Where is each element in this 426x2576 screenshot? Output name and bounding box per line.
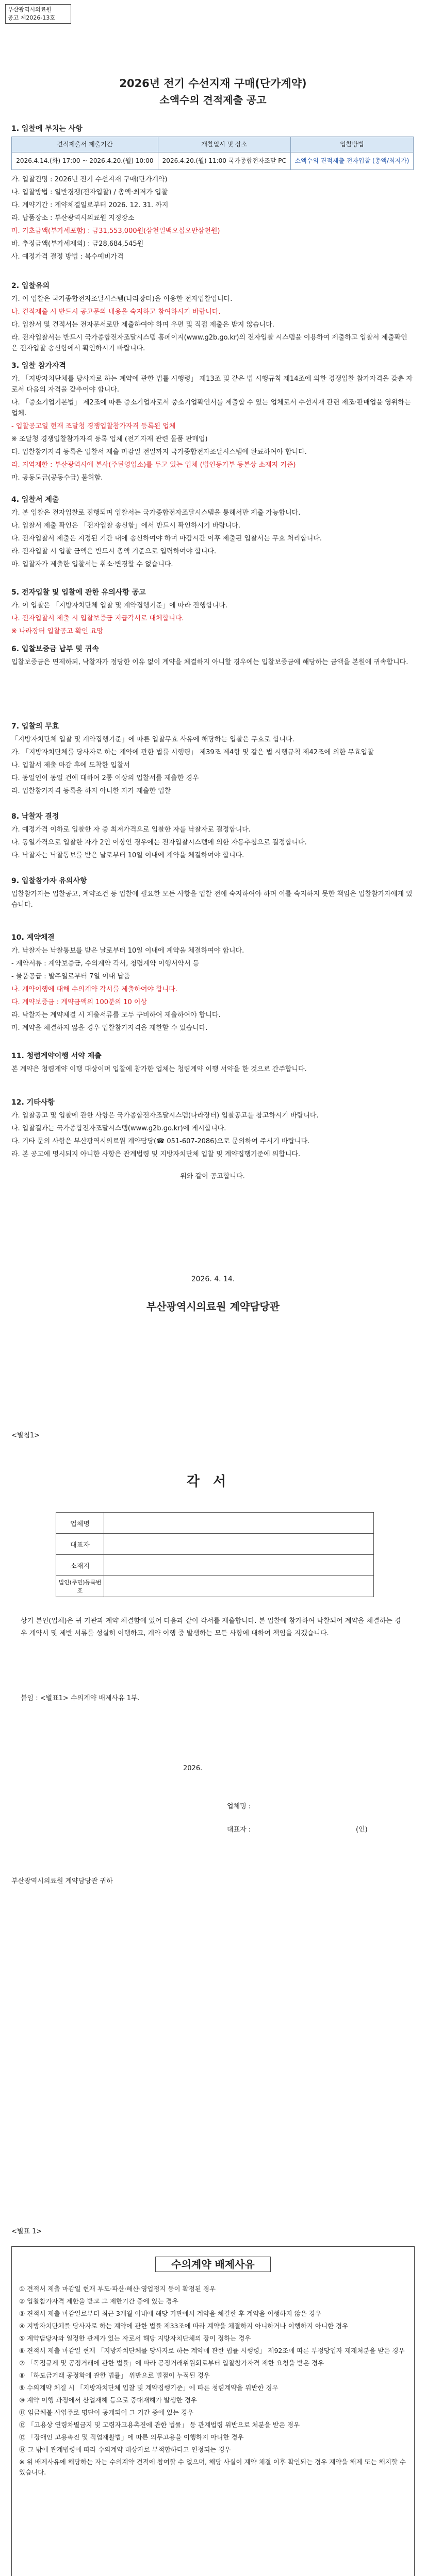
list-item: ⑨ 수의계약 체결 시 「지방자치단체 입찰 및 계약집행기준」에 따른 청렴계약을 위반한 경우 — [19, 2384, 278, 2392]
title-main: 2026년 전기 수선지재 구매(단가계약) — [119, 77, 307, 90]
notice-stamp: 부산광역시의료원 공고 제2026-13호 — [5, 4, 71, 24]
form-label: <별첨1> — [11, 1432, 40, 1439]
representative-field[interactable] — [104, 1534, 374, 1555]
section-4: 4. 입찰서 제출 가. 본 입찰은 전자입찰로 진행되며 입찰서는 국가종합전자조달시스템을 통해서만 제출 가능합니다. 나. 입찰서 제출 확인은 「전자입찰 송신함」에서 반드시 확인하시기 바랍니다. 다. 전자입찰서 제출은 지정된 기간 내에 송신하여야 하며 마감시간 이후 제출된 입찰서는 무효 처리합니다. 라. 전자입찰 시 입찰 금액은 반드시 총액 기준으로 입력하여야 합니다. 마. 입찰자가 제출한 입찰서는 취소·변경할 수 없습니다. — [11, 496, 322, 568]
section-12: 12. 기타사항 가. 입찰공고 및 입찰에 관한 사항은 국가종합전자조달시스템(나라장터) 입찰공고를 참고하시기 바랍니다. 나. 입찰결과는 국가종합전자조달시스템(www.g2b.go.kr)에 게시합니다. 다. 기타 문의 사항은 부산광역시의료원 계약담당(☎ 051-607-2086)으로 문의하여 주시기 바랍니다. 라. 본 공고에 명시되지 아니한 사항은 관계법령 및 지방자치단체 입찰 및 계약집행기준에 의합니다. 위와 같이 공고합니다. — [11, 1097, 414, 1184]
representative-label: 대표자 : — [227, 1826, 251, 1834]
list-item: ⑦ 「독점규제 및 공정거래에 관한 법률」에 따라 공정거래위원회로부터 입찰참가자격 제한 요청을 받은 경우 — [19, 2359, 324, 2367]
pledge-body: 상기 본인(업체)은 귀 기관과 계약 체결함에 있어 다음과 같이 각서를 제출합니다. 본 입찰에 참가하여 낙찰되어 계약을 체결하는 경우 계약서 및 제반 서류를 성실히 이행하고, 계약 이행 중 발생하는 모든 사항에 대하여 책임을 지겠습니다. — [21, 1617, 401, 1637]
section-8: 8. 낙찰자 결정 가. 예정가격 이하로 입찰한 자 중 최저가격으로 입찰한 자를 낙찰자로 결정합니다. 나. 동일가격으로 입찰한 자가 2인 이상인 경우에는 전자입찰시스템에 의한 자동추첨으로 결정합니다. 다. 낙찰자는 낙찰통보를 받은 날로부터 10일 이내에 계약을 체결하여야 합니다. — [11, 812, 307, 859]
list-item: ③ 견적서 제출 마감일로부터 최근 3개월 이내에 해당 기관에서 계약을 체결한 후 계약을 이행하지 않은 경우 — [19, 2310, 321, 2317]
list-item: ② 입찰참가자격 제한을 받고 그 제한기간 중에 있는 경우 — [19, 2297, 178, 2305]
list-item: ⑧ 「하도급거래 공정화에 관한 법률」 위반으로 벌점이 누적된 경우 — [19, 2371, 210, 2379]
list-item: ⑤ 계약담당자와 일정한 관계가 있는 자로서 해당 지방자치단체의 장이 정하는 경우 — [19, 2334, 251, 2342]
issuer-name: 부산광역시의료원 계약담당관 — [146, 1300, 280, 1313]
page-title — [0, 75, 426, 108]
pledge-date: 2026. — [183, 1765, 203, 1772]
title-sub: 소액수의 견적제출 공고 — [159, 94, 267, 106]
attachment-note: 붙임 : <별표1> 수의계약 배제사유 1부. — [21, 1694, 140, 1702]
section-3: 3. 입찰 참가자격 가. 「지방자치단체를 당사자로 하는 계약에 관한 법률 시행령」 제13조 및 같은 법 시행규칙 제14조에 의한 경쟁입찰 참가자격을 갖춘 자로서 다음의 자격을 갖추어야 합니다. 나. 「중소기업기본법」 제2조에 따른 중소기업자로서 중소기업확인서를 제출할 수 있는 업체로서 수선지재 관련 제조·판매업을 영위하는 업체. - 입찰공고일 현재 조달청 경쟁입찰참가자격 등록된 업체 ※ 조달청 경쟁입찰참가자격 등록 업체 (전기자재 관련 물품 판매업) 다. 입찰참가자격 등록은 입찰서 제출 마감일 전일까지 국가종합전자조달시스템에 완료하여야 합니다. 라. 지역제한 : 부산광역시에 본사(주된영업소)를 두고 있는 업체 (법인등기부 등본상 소재지 기준) 마. 공동도급(공동수급) 불허함. — [11, 362, 413, 482]
company-info-table: 업체명 대표자 소재지 법인(주민)등록번호 — [56, 1512, 374, 1597]
notice-date: 2026. 4. 14. — [191, 1275, 235, 1283]
address-field[interactable] — [104, 1555, 374, 1576]
section-6: 6. 입찰보증금 납부 및 귀속 입찰보증금은 면제하되, 낙찰자가 정당한 이유 없이 계약을 체결하지 아니할 경우에는 입찰보증금에 해당하는 금액을 본원에 귀속합니다. — [11, 645, 408, 666]
list-item: ⑥ 견적서 제출 마감일 현재 「지방자치단체를 당사자로 하는 계약에 관한 법률 시행령」 제92조에 따른 부정당업자 제재처분을 받은 경우 — [19, 2347, 405, 2354]
seal-mark: (인) — [356, 1826, 368, 1834]
list-item: ① 견적서 제출 마감일 현재 부도·파산·해산·영업정지 등이 확정된 경우 — [19, 2285, 216, 2293]
closing-text: 위와 같이 공고합니다. — [180, 1173, 245, 1180]
exclusion-page — [0, 2215, 426, 2576]
registration-number-field[interactable] — [104, 1576, 374, 1597]
company-name-field[interactable] — [104, 1513, 374, 1534]
section-9: 9. 입찰참가자 유의사항 입찰참가자는 입찰공고, 계약조건 등 입찰에 필요한 모든 사항을 입찰 전에 숙지하여야 하며 이를 숙지하지 못한 책임은 입찰참가자에게 있습니다. — [11, 877, 413, 909]
section-11: 11. 청렴계약이행 서약 제출 본 계약은 청렴계약 이행 대상이며 입찰에 참가한 업체는 청렴계약 이행 서약을 한 것으로 간주합니다. — [11, 1052, 307, 1073]
list-item: ⑬ 「장애인 고용촉진 및 직업재활법」에 따른 의무고용을 이행하지 아니한 경우 — [19, 2433, 244, 2441]
list-item: ④ 지방자치단체를 당사자로 하는 계약에 관한 법률 제33조에 따라 계약을 체결하지 아니하거나 이행하지 아니한 경우 — [19, 2322, 349, 2330]
section-2: 2. 입찰유의 가. 이 입찰은 국가종합전자조달시스템(나라장터)을 이용한 전자입찰입니다. 나. 견적제출 시 반드시 공고문의 내용을 숙지하고 참여하시기 바랍니다. 다. 입찰서 및 견적서는 전자문서로만 제출하여야 하며 우편 및 직접 제출은 받지 않습니다. 라. 전자입찰서는 반드시 국가종합전자조달시스템 홈페이지(www.g2b.go.kr)의 전자입찰 시스템을 이용하여 제출하고 입찰서 제출확인은 전자입찰 송신함에서 확인하시기 바랍니다. — [11, 282, 407, 352]
company-label: 업체명 : — [227, 1803, 251, 1810]
section-1: 1. 입찰에 부치는 사항 견적제출서 제출기간 개찰일시 및 장소 입찰방법 2026.4.14.(화) 17:00 ~ 2026.4.20.(월) 10:00 2026.4.20.(월) 11:00 국가종합전자조달 PC 소액수의 견적제출 전자입찰 (총액/최저가) 가. 입찰건명 : 2026년 전기 수선지재 구매(단가계약) 나. 입찰방법 : 일반경쟁(전자입찰) / 총액·최저가 입찰 다. 계약기간 : 계약체결일로부터 2026. 12. 31. 까지 라. 납품장소 : 부산광역시의료원 지정장소 마. 기초금액(부가세포함) : 금31,553,000원(삼천일백오십오만삼천원) 바. 추정금액(부가세제외) : 금28,684,545원 사. 예정가격 결정 방법 : 복수예비가격 — [11, 124, 414, 264]
schedule-table: 견적제출서 제출기간 개찰일시 및 장소 입찰방법 2026.4.14.(화) 17:00 ~ 2026.4.20.(월) 10:00 2026.4.20.(월) 11:00 국가종합전자조달 PC 소액수의 견적제출 전자입찰 (총액/최저가) — [11, 137, 414, 170]
list-item: ⑪ 임금체불 사업주로 명단이 공개되어 그 기간 중에 있는 경우 — [19, 2409, 194, 2416]
section-10: 10. 계약체결 가. 낙찰자는 낙찰통보를 받은 날로부터 10일 이내에 계약을 체결하여야 합니다. - 계약서류 : 계약보증금, 수의계약 각서, 청렴계약 이행서약서 등 - 물품공급 : 발주일로부터 7일 이내 납품 나. 계약이행에 대해 수의계약 각서를 제출하여야 합니다. 다. 계약보증금 : 계약금액의 100분의 10 이상 라. 낙찰자는 계약체결 시 제출서류를 모두 구비하여 제출하여야 합니다. 마. 계약을 체결하지 않을 경우 입찰참가자격을 제한할 수 있습니다. — [11, 934, 244, 1032]
exclusion-title: 수의계약 배제사유 — [155, 2257, 271, 2272]
exclusion-list — [19, 2284, 406, 2480]
exclusion-box — [11, 2246, 415, 2576]
list-item: ※ 위 배제사유에 해당하는 자는 수의계약 견적에 참여할 수 없으며, 해당 사실이 계약 체결 이후 확인되는 경우 계약을 해제 또는 해지할 수 있습니다. — [19, 2458, 406, 2476]
section-7: 7. 입찰의 무효 「지방자치단체 입찰 및 계약집행기준」에 따른 입찰무효 사유에 해당하는 입찰은 무효로 합니다. 가. 「지방자치단체를 당사자로 하는 계약에 관한 법률 시행령」 제39조 제4항 및 같은 법 시행규칙 제42조에 의한 무효입찰 나. 입찰서 제출 마감 후에 도착한 입찰서 다. 동일인이 동일 건에 대하여 2통 이상의 입찰서를 제출한 경우 라. 입찰참가자격 등록을 하지 아니한 자가 제출한 입찰 — [11, 722, 374, 795]
list-item: ⑭ 그 밖에 관계법령에 따라 수의계약 대상자로 부적합하다고 인정되는 경우 — [19, 2446, 231, 2453]
form-title: 각서 — [186, 1474, 240, 1489]
appendix-label: <별표 1> — [11, 2228, 42, 2235]
list-item: ⑫ 「고용상 연령차별금지 및 고령자고용촉진에 관한 법률」 등 관계법령 위반으로 처분을 받은 경우 — [19, 2421, 300, 2429]
pledge-form-page — [0, 1409, 426, 2130]
section-5: 5. 전자입찰 및 입찰에 관한 유의사항 공고 가. 이 입찰은 「지방자치단체 입찰 및 계약집행기준」에 따라 진행합니다. 나. 전자입찰서 제출 시 입찰보증금 지급각서로 대체합니다. ※ 나라장터 입찰공고 확인 요망 — [11, 588, 227, 635]
list-item: ⑩ 계약 이행 과정에서 산업재해 등으로 중대재해가 발생한 경우 — [19, 2396, 197, 2404]
addressee: 부산광역시의료원 계약담당관 귀하 — [11, 1877, 113, 1885]
